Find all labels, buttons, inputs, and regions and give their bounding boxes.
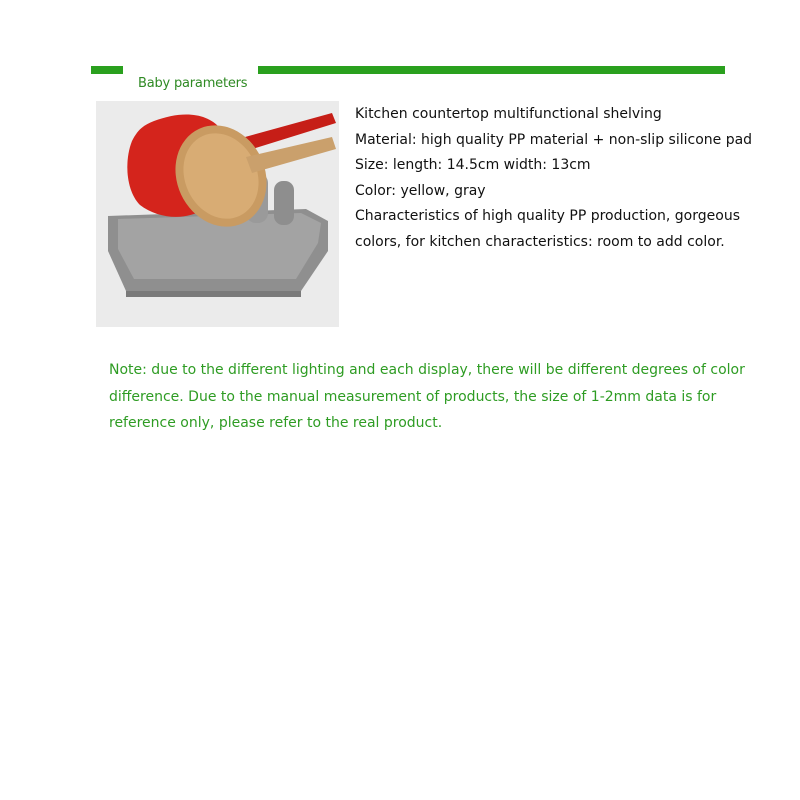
header-bar-right (258, 66, 725, 74)
section-title: Baby parameters (138, 76, 248, 91)
header-bar-left (91, 66, 123, 74)
spec-line: Material: high quality PP material + non-slip silicone pad (355, 131, 753, 148)
spec-line: Color: yellow, gray (355, 182, 486, 199)
spec-line: Size: length: 14.5cm width: 13cm (355, 157, 591, 173)
spec-line: Characteristics of high quality PP production, gorgeous colors, for kitchen characteristics: room to add color. (355, 208, 740, 250)
spec-line: Kitchen countertop multifunctional shelving (355, 106, 662, 122)
spoon-rest-photo-icon (96, 101, 339, 327)
spec-list (355, 102, 755, 255)
note-text: Note: due to the different lighting and each display, there will be different degrees of color difference. Due to the manual measurement of products, the size of 1-2mm data is for reference only, please refer to the real product. (109, 362, 745, 431)
product-photo (96, 101, 339, 327)
